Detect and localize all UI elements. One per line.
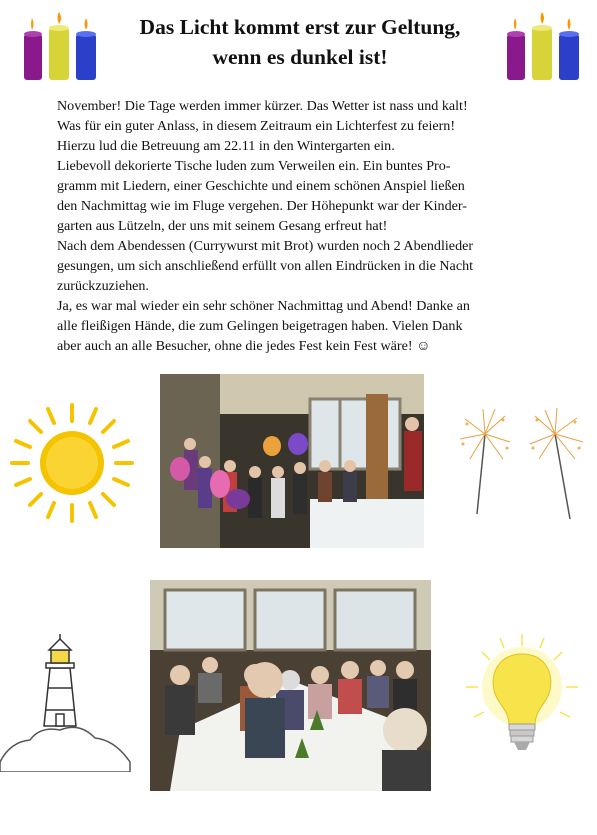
- sun-icon: [10, 403, 134, 523]
- title-line-2: wenn es dunkel ist!: [212, 45, 388, 69]
- light-bulb-icon: [462, 632, 582, 762]
- sparklers-icon: [455, 404, 585, 524]
- body-line: Ja, es war mal wieder ein sehr schöner Nachmittag und Abend! Danke an: [57, 298, 470, 314]
- title-line-1: Das Licht kommt erst zur Geltung,: [139, 15, 461, 39]
- body-line: Nach dem Abendessen (Currywurst mit Brot) wurden noch 2 Abendlieder: [57, 238, 474, 254]
- body-line: gesungen, um sich anschließend erfüllt von allen Eindrücken in die Nacht: [57, 258, 474, 274]
- body-line: alle fleißigen Hände, die zum Gelingen beigetragen haben. Vielen Dank: [57, 318, 463, 334]
- body-line: Liebevoll dekorierte Tische luden zum Verweilen ein. Ein buntes Pro-: [57, 158, 451, 174]
- photo-seniors-at-tables: [150, 580, 431, 791]
- body-line: November! Die Tage werden immer kürzer. Das Wetter ist nass und kalt!: [57, 98, 468, 114]
- advent-candles-left-icon: [20, 12, 100, 84]
- body-line: Hierzu lud die Betreuung am 22.11 in den Wintergarten ein.: [57, 138, 395, 154]
- body-line: Was für ein guter Anlass, in diesem Zeitraum ein Lichterfest zu feiern!: [57, 118, 456, 134]
- body-line: aber auch an alle Besucher, ohne die jedes Fest kein Fest wäre! ☺: [57, 338, 431, 354]
- lighthouse-icon: [0, 630, 135, 772]
- page-title: [110, 12, 490, 72]
- body-line: den Nachmittag wie im Fluge vergehen. Der Höhepunkt war der Kinder-: [57, 198, 468, 214]
- body-line: zurückzuziehen.: [57, 278, 149, 294]
- photo-children-singing: [160, 374, 424, 548]
- article-body: [57, 96, 567, 356]
- advent-candles-right-icon: [503, 12, 583, 84]
- body-line: gramm mit Liedern, einer Geschichte und einem schönen Anspiel ließen: [57, 178, 465, 194]
- body-line: garten aus Lützeln, der uns mit seinem Gesang erfreut hat!: [57, 218, 388, 234]
